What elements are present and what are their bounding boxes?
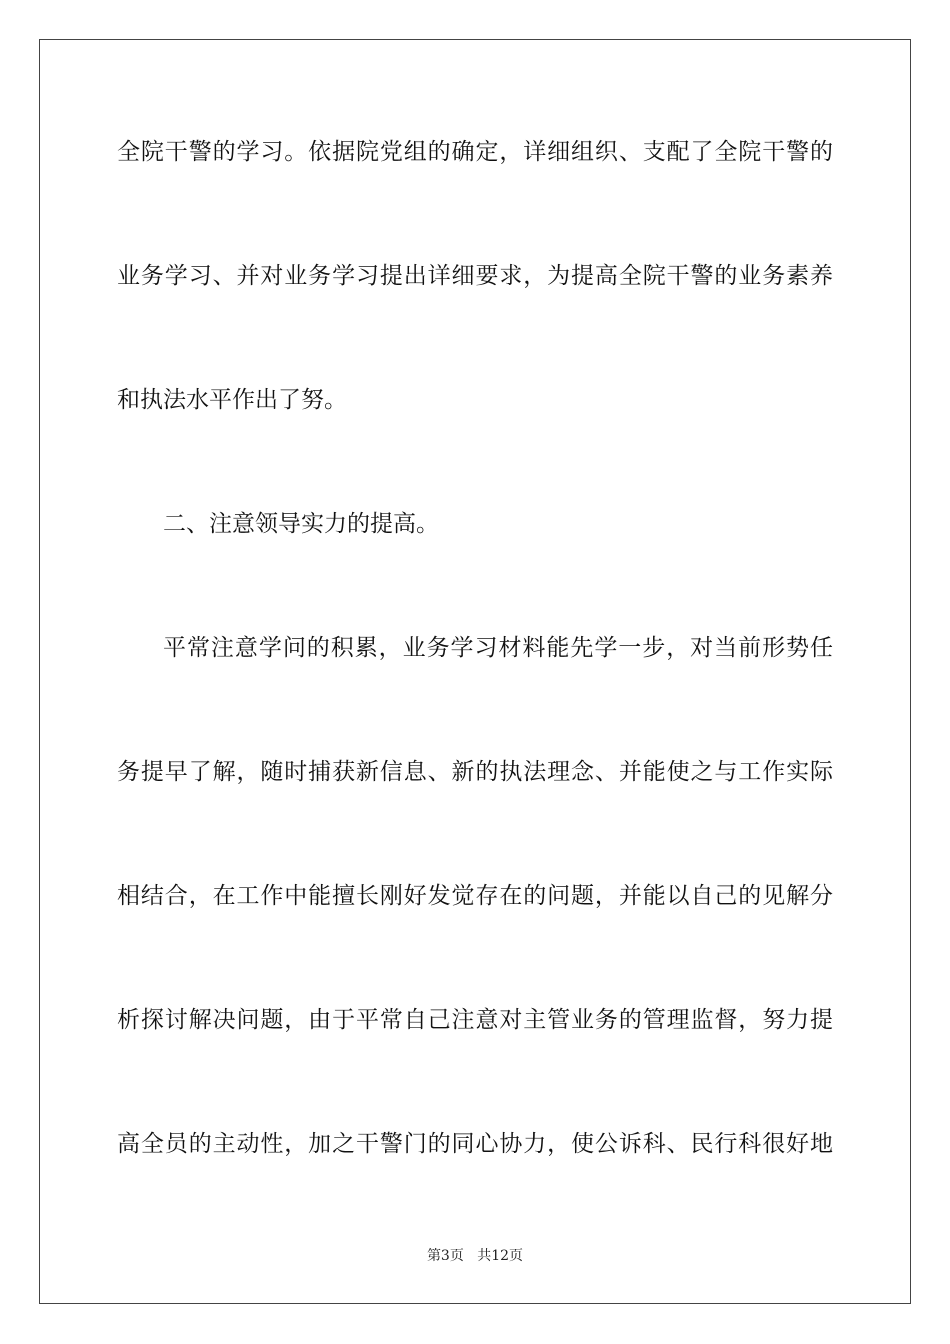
section-heading: 二、注意领导实力的提高。 [163,511,439,537]
total-pages: 共12页 [477,1248,524,1264]
paragraph-line: 平常注意学问的积累，业务学习材料能先学一步，对当前形势任 [163,635,833,661]
paragraph-line: 和执法水平作出了努。 [117,387,347,413]
paragraph-line: 析探讨解决问题，由于平常自己注意对主管业务的管理监督，努力提 [117,1007,833,1033]
paragraph-line: 相结合，在工作中能擅长刚好发觉存在的问题，并能以自己的见解分 [117,883,833,909]
page-footer [0,1247,950,1265]
page-number: 第3页 [426,1248,464,1264]
paragraph-line: 业务学习、并对业务学习提出详细要求，为提高全院干警的业务素养 [117,263,833,289]
paragraph-line: 务提早了解，随时捕获新信息、新的执法理念、并能使之与工作实际 [117,759,833,785]
paragraph-line: 全院干警的学习。依据院党组的确定，详细组织、支配了全院干警的 [117,139,833,165]
page-border [39,39,911,1304]
paragraph-line: 高全员的主动性，加之干警门的同心协力，使公诉科、民行科很好地 [117,1131,833,1157]
